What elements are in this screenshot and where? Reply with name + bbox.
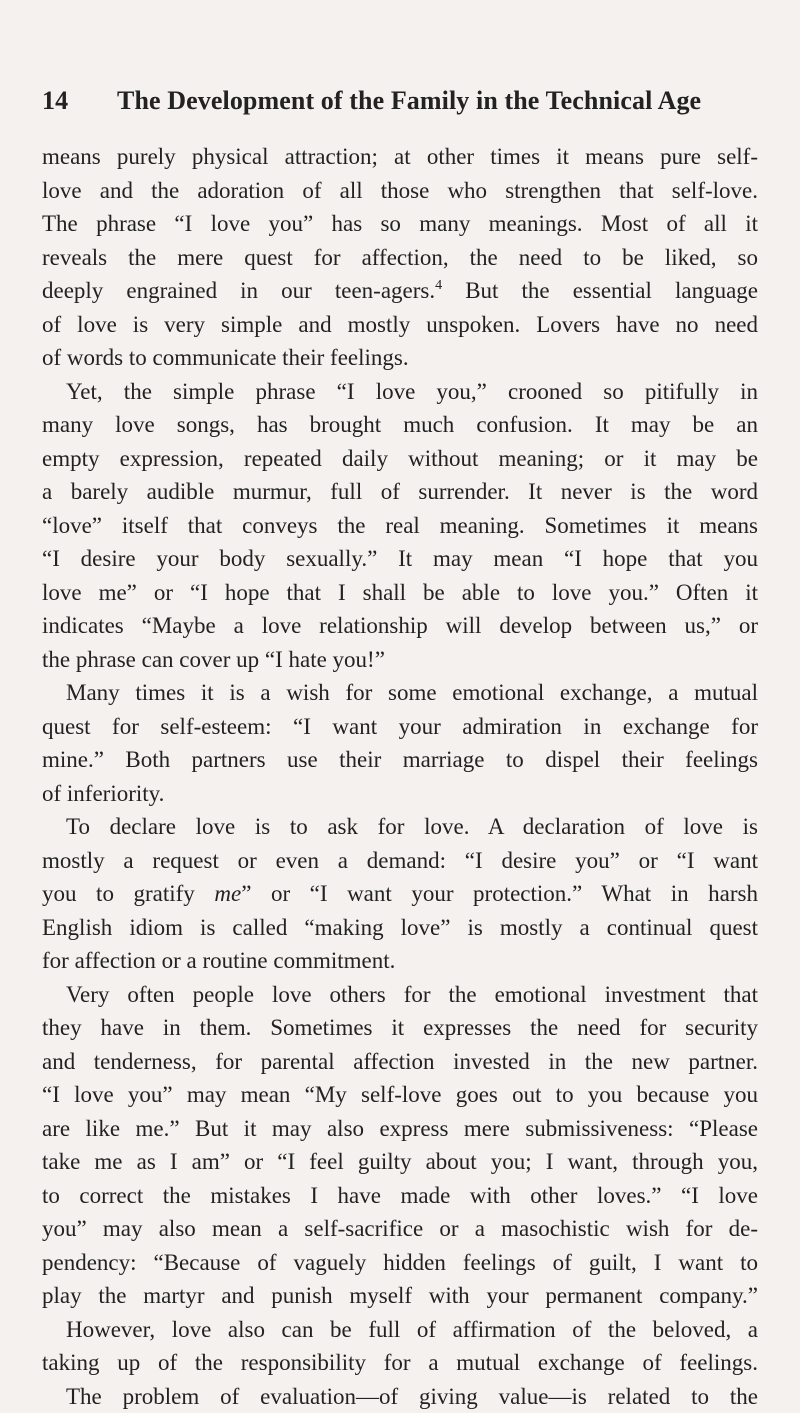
- line-text: a barely audible murmur, full of surrender. It never is the word: [42, 479, 758, 504]
- text-line: [42, 1346, 758, 1380]
- text-line: [42, 542, 758, 576]
- text-line: [42, 442, 758, 476]
- text-line: [42, 1112, 758, 1146]
- line-text: play the martyr and punish myself with your permanent company.”: [42, 1283, 758, 1308]
- text-line: [42, 911, 758, 945]
- line-text: you” may also mean a self-sacrifice or a masochistic wish for de-: [42, 1216, 758, 1241]
- text-line: [42, 408, 758, 442]
- line-text: mostly a request or even a demand: “I desire you” or “I want: [42, 848, 758, 873]
- line-text: Many times it is a wish for some emotional exchange, a mutual: [66, 680, 758, 705]
- line-text: Yet, the simple phrase “I love you,” crooned so pitifully in: [66, 379, 758, 404]
- line-text: are like me.” But it may also express mere submissiveness: “Please: [42, 1116, 758, 1141]
- line-text: English idiom is called “making love” is mostly a continual quest: [42, 915, 758, 940]
- line-text: “I desire your body sexually.” It may mean “I hope that you: [42, 546, 758, 571]
- line-text: many love songs, has brought much confusion. It may be an: [42, 412, 758, 437]
- text-line: [42, 978, 758, 1012]
- line-text: The phrase “I love you” has so many meanings. Most of all it: [42, 211, 758, 236]
- text-line: [42, 1380, 758, 1413]
- line-text: mine.” Both partners use their marriage to dispel their feelings: [42, 747, 758, 772]
- text-line: [42, 1279, 758, 1313]
- text-line: [42, 1212, 758, 1246]
- text-line: [42, 375, 758, 409]
- line-text: they have in them. Sometimes it expresses the need for security: [42, 1015, 758, 1040]
- line-text: love me” or “I hope that I shall be able to love you.” Often it: [42, 580, 758, 605]
- text-line: [42, 207, 758, 241]
- text-line: [42, 308, 758, 342]
- line-text-continued: But the essential language: [442, 278, 758, 303]
- line-text: The problem of evaluation—of giving value—is related to the: [66, 1384, 758, 1409]
- text-line: [42, 944, 758, 978]
- line-text: empty expression, repeated daily without meaning; or it may be: [42, 446, 758, 471]
- line-text: indicates “Maybe a love relationship will develop between us,” or: [42, 613, 758, 638]
- text-line: [42, 609, 758, 643]
- line-text: taking up of the responsibility for a mutual exchange of feelings.: [42, 1350, 758, 1375]
- text-line: [42, 643, 758, 677]
- text-line: [42, 140, 758, 174]
- text-line: [42, 1045, 758, 1079]
- text-line: [42, 241, 758, 275]
- line-text: quest for self-esteem: “I want your admiration in exchange for: [42, 714, 758, 739]
- line-text: love and the adoration of all those who strengthen that self-love.: [42, 178, 758, 203]
- text-line: [42, 1246, 758, 1280]
- line-text: However, love also can be full of affirmation of the beloved, a: [66, 1317, 758, 1342]
- line-text: for affection or a routine commitment.: [42, 948, 395, 973]
- text-line: [42, 1078, 758, 1112]
- text-line: [42, 1011, 758, 1045]
- text-line: [42, 777, 758, 811]
- text-line: [42, 810, 758, 844]
- line-text: “I love you” may mean “My self-love goes out to you because you: [42, 1082, 758, 1107]
- line-text-continued: ” or “I want your protection.” What in harsh: [241, 881, 758, 906]
- text-line: [42, 509, 758, 543]
- line-text: you to gratify: [42, 881, 214, 906]
- text-line: [42, 844, 758, 878]
- text-line: [42, 743, 758, 777]
- footnote-marker: 4: [435, 278, 442, 293]
- line-text: deeply engrained in our teen-agers.: [42, 278, 435, 303]
- text-line: [42, 274, 758, 308]
- text-line: [42, 174, 758, 208]
- text-line: [42, 676, 758, 710]
- line-text: take me as I am” or “I feel guilty about you; I want, through you,: [42, 1149, 758, 1174]
- text-line: [42, 1145, 758, 1179]
- page-number: 14: [42, 86, 117, 116]
- running-title: The Development of the Family in the Technical Age: [117, 86, 701, 115]
- text-line: [42, 341, 758, 375]
- line-text: to correct the mistakes I have made with other loves.” “I love: [42, 1183, 758, 1208]
- text-line: [42, 877, 758, 911]
- body-text: [42, 140, 758, 1413]
- line-text: of inferiority.: [42, 781, 164, 806]
- line-text: To declare love is to ask for love. A declaration of love is: [66, 814, 758, 839]
- text-line: [42, 475, 758, 509]
- line-text: pendency: “Because of vaguely hidden feelings of guilt, I want to: [42, 1250, 758, 1275]
- running-header: [42, 86, 762, 116]
- line-text: reveals the mere quest for affection, the need to be liked, so: [42, 245, 758, 270]
- line-text: and tenderness, for parental affection invested in the new partner.: [42, 1049, 758, 1074]
- line-text: means purely physical attraction; at other times it means pure self-: [42, 144, 758, 169]
- text-line: [42, 576, 758, 610]
- emphasized-text: me: [214, 881, 241, 906]
- line-text: of love is very simple and mostly unspoken. Lovers have no need: [42, 312, 758, 337]
- line-text: “love” itself that conveys the real meaning. Sometimes it means: [42, 513, 758, 538]
- text-line: [42, 1179, 758, 1213]
- line-text: the phrase can cover up “I hate you!”: [42, 647, 385, 672]
- line-text: Very often people love others for the emotional investment that: [66, 982, 758, 1007]
- text-line: [42, 1313, 758, 1347]
- line-text: of words to communicate their feelings.: [42, 345, 409, 370]
- text-line: [42, 710, 758, 744]
